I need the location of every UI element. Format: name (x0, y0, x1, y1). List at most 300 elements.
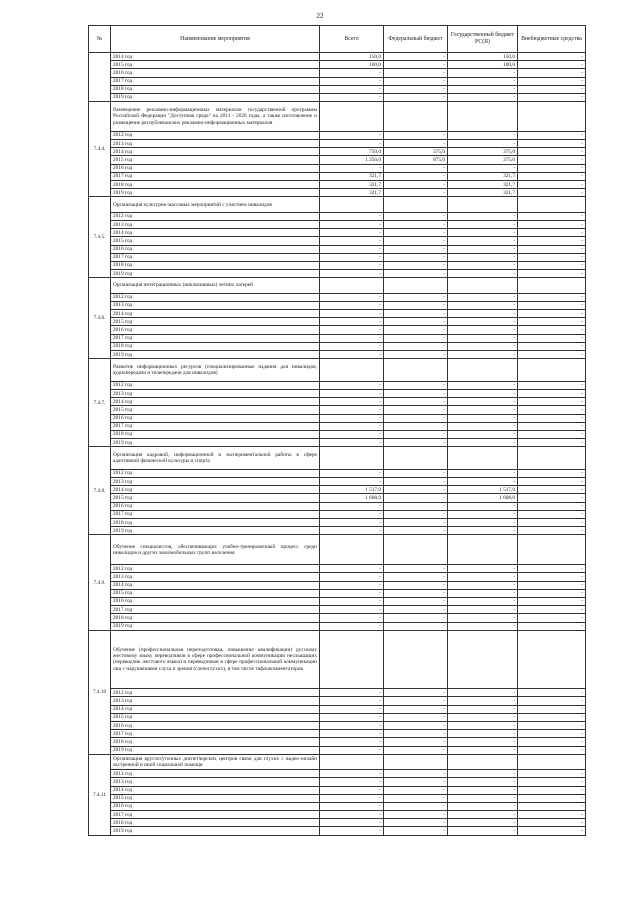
measure-total-cell (320, 102, 384, 132)
year-row (89, 229, 586, 237)
state-cell: 375,0 (448, 156, 518, 164)
extra-cell: - (518, 270, 586, 278)
measure-total-cell (320, 278, 384, 293)
total-cell: 321,7 (320, 172, 384, 180)
federal-cell: - (384, 398, 448, 406)
year-cell: 2016 год (111, 722, 320, 730)
federal-cell: - (384, 730, 448, 738)
measure-total-cell (320, 359, 384, 382)
extra-cell: - (518, 77, 586, 85)
total-cell: - (320, 237, 384, 245)
total-cell: 321,7 (320, 181, 384, 189)
state-cell: - (448, 606, 518, 614)
year-cell: 2019 год (111, 351, 320, 359)
year-cell: 2015 год (111, 61, 320, 69)
federal-cell: - (384, 253, 448, 261)
year-row (89, 614, 586, 622)
state-cell: - (448, 565, 518, 573)
state-cell: - (448, 439, 518, 447)
year-row (89, 253, 586, 261)
extra-cell: - (518, 61, 586, 69)
federal-cell: - (384, 622, 448, 630)
federal-cell: - (384, 381, 448, 389)
state-cell: - (448, 622, 518, 630)
year-row (89, 414, 586, 422)
state-cell: - (448, 746, 518, 754)
year-cell: 2017 год (111, 422, 320, 430)
year-row (89, 181, 586, 189)
extra-cell: - (518, 69, 586, 77)
measure-number: 7.4.7. (89, 359, 111, 447)
year-cell: 2014 год (111, 705, 320, 713)
state-cell: - (448, 478, 518, 486)
state-cell: - (448, 581, 518, 589)
year-cell: 2012 год (111, 770, 320, 778)
header-federal: Федеральный бюджет (384, 26, 448, 53)
year-cell: 2014 год (111, 581, 320, 589)
extra-cell: - (518, 414, 586, 422)
total-cell: - (320, 326, 384, 334)
year-cell: 2018 год (111, 261, 320, 269)
year-row (89, 212, 586, 220)
year-row (89, 527, 586, 535)
year-cell: 2012 год (111, 212, 320, 220)
federal-cell: 875,0 (384, 156, 448, 164)
year-row (89, 310, 586, 318)
measure-total-cell (320, 630, 384, 689)
year-cell: 2018 год (111, 738, 320, 746)
state-cell: - (448, 730, 518, 738)
measure-row (89, 197, 586, 212)
year-cell: 2014 год (111, 310, 320, 318)
year-cell: 2017 год (111, 811, 320, 819)
year-row (89, 502, 586, 510)
extra-cell: - (518, 181, 586, 189)
measure-extra-cell (518, 197, 586, 212)
year-row (89, 519, 586, 527)
federal-cell: - (384, 229, 448, 237)
federal-cell: - (384, 689, 448, 697)
state-cell: - (448, 786, 518, 794)
extra-cell: - (518, 770, 586, 778)
total-cell: - (320, 406, 384, 414)
year-row (89, 131, 586, 139)
total-cell: - (320, 510, 384, 518)
budget-table (88, 25, 586, 836)
measure-total-cell (320, 754, 384, 769)
year-row (89, 746, 586, 754)
state-cell: - (448, 705, 518, 713)
measure-federal-cell (384, 102, 448, 132)
year-cell: 2018 год (111, 85, 320, 93)
extra-cell: - (518, 229, 586, 237)
year-cell: 2019 год (111, 189, 320, 197)
extra-cell: - (518, 172, 586, 180)
state-cell: 100,0 (448, 61, 518, 69)
year-cell: 2018 год (111, 430, 320, 438)
extra-cell: - (518, 334, 586, 342)
state-cell: - (448, 221, 518, 229)
state-cell: - (448, 614, 518, 622)
measure-name: Развитие информационных ресурсов (специализированные издания для инвалидов, аудиопередачи и телепередачи для инвалидов) (111, 359, 320, 382)
year-cell: 2019 год (111, 439, 320, 447)
extra-cell: - (518, 381, 586, 389)
state-cell: - (448, 270, 518, 278)
year-cell: 2017 год (111, 172, 320, 180)
federal-cell: - (384, 713, 448, 721)
extra-cell: - (518, 189, 586, 197)
measure-name: Организация культурно-массовых мероприятий с участием инвалидов (111, 197, 320, 212)
extra-cell: - (518, 156, 586, 164)
state-cell: - (448, 510, 518, 518)
measure-row (89, 754, 586, 769)
extra-cell: - (518, 786, 586, 794)
federal-cell: - (384, 221, 448, 229)
extra-cell: - (518, 85, 586, 93)
measure-row (89, 535, 586, 565)
total-cell: - (320, 261, 384, 269)
federal-cell: - (384, 778, 448, 786)
year-row (89, 494, 586, 502)
year-cell: 2016 год (111, 414, 320, 422)
total-cell: - (320, 414, 384, 422)
state-cell: - (448, 77, 518, 85)
year-cell: 2019 год (111, 93, 320, 101)
state-cell: - (448, 318, 518, 326)
measure-extra-cell (518, 359, 586, 382)
year-row (89, 140, 586, 148)
measure-name: Организация кадровой, информационной и экспериментальной работы в сфере адаптивной физической культуры и спорта (111, 447, 320, 470)
federal-cell: - (384, 573, 448, 581)
measure-name: Организация круглосуточных диспетчерских центров связи для глухих с видео-онлайн экстренной и иной социальной помощи (111, 754, 320, 769)
federal-cell: - (384, 270, 448, 278)
extra-cell: - (518, 606, 586, 614)
total-cell: - (320, 164, 384, 172)
total-cell: - (320, 212, 384, 220)
state-cell: - (448, 802, 518, 810)
state-cell: - (448, 738, 518, 746)
year-row (89, 245, 586, 253)
year-cell: 2013 год (111, 697, 320, 705)
extra-cell: - (518, 705, 586, 713)
measure-total-cell (320, 447, 384, 470)
federal-cell: - (384, 478, 448, 486)
measure-name: Обучение специалистов, обеспечивающих учебно-тренировочный процесс среди инвалидов и других маломобильных групп населения (111, 535, 320, 565)
federal-cell: - (384, 786, 448, 794)
measure-federal-cell (384, 359, 448, 382)
year-row (89, 53, 586, 61)
year-row (89, 69, 586, 77)
state-cell: - (448, 422, 518, 430)
year-row (89, 738, 586, 746)
federal-cell: - (384, 245, 448, 253)
year-row (89, 794, 586, 802)
year-row (89, 622, 586, 630)
year-cell: 2014 год (111, 53, 320, 61)
year-row (89, 172, 586, 180)
federal-cell: - (384, 77, 448, 85)
state-cell: - (448, 430, 518, 438)
header-no: № (89, 26, 111, 53)
state-cell: - (448, 389, 518, 397)
state-cell: - (448, 229, 518, 237)
year-cell: 2015 год (111, 318, 320, 326)
year-cell: 2016 год (111, 326, 320, 334)
measure-state-cell (448, 197, 518, 212)
total-cell: - (320, 502, 384, 510)
total-cell: - (320, 811, 384, 819)
state-cell: - (448, 342, 518, 350)
federal-cell: - (384, 422, 448, 430)
extra-cell: - (518, 140, 586, 148)
state-cell: - (448, 414, 518, 422)
state-cell: - (448, 722, 518, 730)
state-cell: 375,0 (448, 148, 518, 156)
state-cell: - (448, 237, 518, 245)
total-cell: - (320, 342, 384, 350)
year-row (89, 486, 586, 494)
total-cell: 321,7 (320, 189, 384, 197)
year-row (89, 293, 586, 301)
extra-cell: - (518, 519, 586, 527)
federal-cell: - (384, 430, 448, 438)
total-cell: - (320, 77, 384, 85)
year-cell: 2017 год (111, 510, 320, 518)
extra-cell: - (518, 713, 586, 721)
total-cell: - (320, 581, 384, 589)
federal-cell: - (384, 189, 448, 197)
year-row (89, 93, 586, 101)
total-cell: 1 517,0 (320, 486, 384, 494)
measure-number: 7.4.10 (89, 630, 111, 754)
federal-cell: - (384, 746, 448, 754)
year-cell: 2016 год (111, 802, 320, 810)
state-cell: - (448, 770, 518, 778)
federal-cell: - (384, 494, 448, 502)
year-cell: 2016 год (111, 597, 320, 605)
total-cell: - (320, 730, 384, 738)
year-cell: 2012 год (111, 131, 320, 139)
measure-number: 7.4.4. (89, 102, 111, 197)
state-cell: - (448, 293, 518, 301)
year-row (89, 389, 586, 397)
year-row (89, 430, 586, 438)
year-row (89, 189, 586, 197)
state-cell: - (448, 811, 518, 819)
extra-cell: - (518, 389, 586, 397)
state-cell: - (448, 502, 518, 510)
total-cell: - (320, 705, 384, 713)
extra-cell: - (518, 502, 586, 510)
measure-state-cell (448, 754, 518, 769)
federal-cell: - (384, 237, 448, 245)
measure-total-cell (320, 197, 384, 212)
year-row (89, 326, 586, 334)
extra-cell: - (518, 494, 586, 502)
federal-cell: - (384, 212, 448, 220)
measure-extra-cell (518, 278, 586, 293)
state-cell: - (448, 85, 518, 93)
extra-cell: - (518, 469, 586, 477)
extra-cell: - (518, 811, 586, 819)
year-row (89, 722, 586, 730)
measure-name: Обучение (профессиональная переподготовка, повышение квалификации) русскому жестовому языку переводчиков в сфере профессиональной коммуникации неслышащих (переводчик жестового языка) и переводчиков в сфере профессиональной коммуникации лиц с нарушениями слуха и зрения (слепоглухих), в том числе тифлокомментаторов (111, 630, 320, 689)
year-row (89, 261, 586, 269)
extra-cell: - (518, 527, 586, 535)
year-row (89, 589, 586, 597)
state-cell: - (448, 519, 518, 527)
year-cell: 2012 год (111, 293, 320, 301)
measure-extra-cell (518, 630, 586, 689)
year-row (89, 770, 586, 778)
extra-cell: - (518, 597, 586, 605)
extra-cell: - (518, 398, 586, 406)
year-cell: 2013 год (111, 221, 320, 229)
measure-federal-cell (384, 197, 448, 212)
state-cell: 321,7 (448, 181, 518, 189)
federal-cell: - (384, 581, 448, 589)
total-cell: - (320, 819, 384, 827)
total-cell: - (320, 389, 384, 397)
measure-federal-cell (384, 754, 448, 769)
measure-row (89, 278, 586, 293)
total-cell: - (320, 697, 384, 705)
total-cell: 750,0 (320, 148, 384, 156)
total-cell: - (320, 738, 384, 746)
federal-cell: - (384, 770, 448, 778)
year-row (89, 381, 586, 389)
state-cell: - (448, 69, 518, 77)
federal-cell: - (384, 61, 448, 69)
state-cell: - (448, 819, 518, 827)
measure-federal-cell (384, 447, 448, 470)
state-cell: - (448, 253, 518, 261)
extra-cell: - (518, 565, 586, 573)
measure-row (89, 102, 586, 132)
year-row (89, 237, 586, 245)
total-cell: - (320, 689, 384, 697)
year-cell: 2018 год (111, 519, 320, 527)
federal-cell: - (384, 705, 448, 713)
year-row (89, 778, 586, 786)
total-cell: - (320, 770, 384, 778)
year-row (89, 478, 586, 486)
header-extra: Внебюджетные средства (518, 26, 586, 53)
federal-cell: - (384, 261, 448, 269)
header-name: Наименование мероприятия (111, 26, 320, 53)
measure-number: 7.4.11 (89, 754, 111, 835)
year-row (89, 342, 586, 350)
extra-cell: - (518, 589, 586, 597)
state-cell: - (448, 597, 518, 605)
total-cell: - (320, 597, 384, 605)
year-row (89, 164, 586, 172)
federal-cell: - (384, 811, 448, 819)
year-cell: 2013 год (111, 389, 320, 397)
extra-cell: - (518, 722, 586, 730)
state-cell: 321,7 (448, 172, 518, 180)
year-cell: 2014 год (111, 486, 320, 494)
federal-cell: - (384, 326, 448, 334)
extra-cell: - (518, 622, 586, 630)
extra-cell: - (518, 53, 586, 61)
total-cell: - (320, 778, 384, 786)
total-cell: - (320, 622, 384, 630)
total-cell: - (320, 802, 384, 810)
state-cell: - (448, 334, 518, 342)
measure-number (89, 53, 111, 102)
year-cell: 2017 год (111, 606, 320, 614)
year-cell: 2017 год (111, 334, 320, 342)
year-row (89, 689, 586, 697)
year-cell: 2015 год (111, 406, 320, 414)
year-row (89, 573, 586, 581)
extra-cell: - (518, 212, 586, 220)
total-cell: 150,0 (320, 53, 384, 61)
state-cell: - (448, 131, 518, 139)
extra-cell: - (518, 326, 586, 334)
total-cell: - (320, 722, 384, 730)
federal-cell: - (384, 486, 448, 494)
extra-cell: - (518, 697, 586, 705)
state-cell: - (448, 245, 518, 253)
measure-state-cell (448, 535, 518, 565)
year-cell: 2014 год (111, 229, 320, 237)
year-cell: 2018 год (111, 819, 320, 827)
total-cell: - (320, 301, 384, 309)
total-cell: - (320, 69, 384, 77)
extra-cell: - (518, 301, 586, 309)
year-row (89, 318, 586, 326)
state-cell: - (448, 573, 518, 581)
federal-cell: - (384, 131, 448, 139)
total-cell: - (320, 253, 384, 261)
year-row (89, 786, 586, 794)
year-cell: 2016 год (111, 245, 320, 253)
measure-state-cell (448, 359, 518, 382)
total-cell: - (320, 221, 384, 229)
year-row (89, 606, 586, 614)
extra-cell: - (518, 293, 586, 301)
year-cell: 2016 год (111, 69, 320, 77)
year-row (89, 510, 586, 518)
year-row (89, 351, 586, 359)
year-cell: 2013 год (111, 140, 320, 148)
total-cell: - (320, 318, 384, 326)
federal-cell: - (384, 351, 448, 359)
measure-name: Размещение рекламно-информационных материалов государственной программы Российской Федерации "Доступная среда" на 2011 - 2020 годы, а также изготовление и размещение республиканских рекламно-информационных материалов (111, 102, 320, 132)
total-cell: - (320, 478, 384, 486)
extra-cell: - (518, 406, 586, 414)
extra-cell: - (518, 310, 586, 318)
extra-cell: - (518, 439, 586, 447)
extra-cell: - (518, 318, 586, 326)
federal-cell: - (384, 293, 448, 301)
extra-cell: - (518, 93, 586, 101)
federal-cell: - (384, 527, 448, 535)
total-cell: - (320, 398, 384, 406)
total-cell: - (320, 573, 384, 581)
federal-cell: - (384, 510, 448, 518)
federal-cell: - (384, 565, 448, 573)
year-cell: 2014 год (111, 786, 320, 794)
year-row (89, 827, 586, 835)
measure-name: Организация интеграционных (инклюзивных) летних лагерей (111, 278, 320, 293)
year-cell: 2015 год (111, 794, 320, 802)
extra-cell: - (518, 245, 586, 253)
extra-cell: - (518, 738, 586, 746)
total-cell: - (320, 794, 384, 802)
